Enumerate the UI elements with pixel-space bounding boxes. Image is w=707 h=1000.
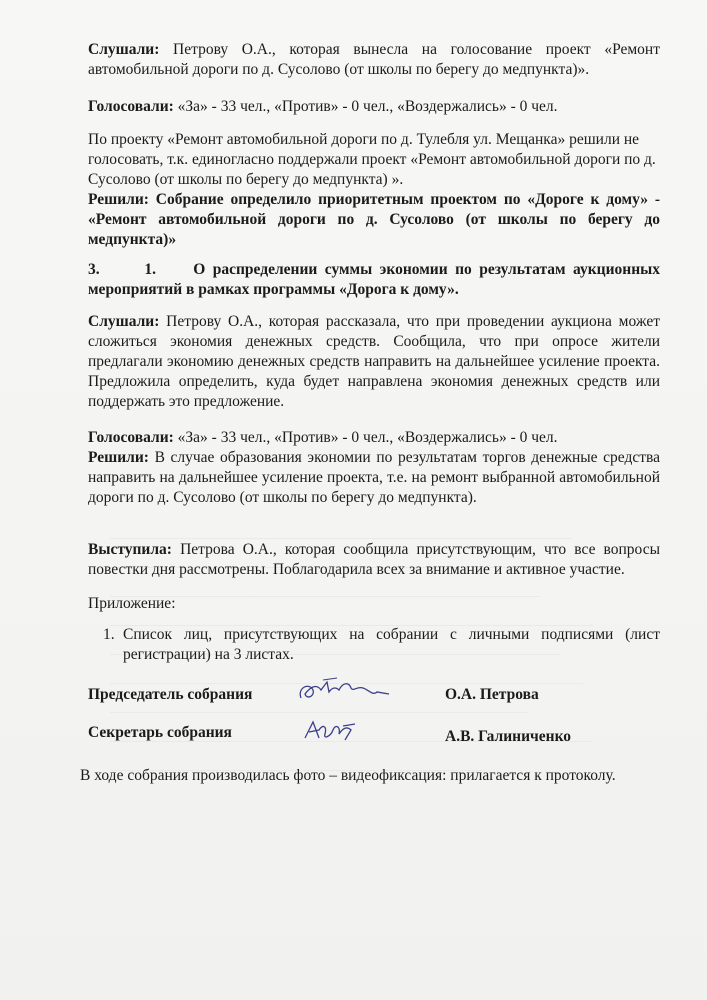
label-decided: Решили: bbox=[88, 449, 149, 466]
secretary-role: Секретарь собрания bbox=[88, 724, 232, 741]
paragraph-text: Решили: Собрание определило приоритетным проектом по «Дороге к дому» - «Ремонт автомобильной дороги по д. Сусолово (от школы по берегу до медпункта)» bbox=[88, 191, 660, 248]
heading-text: 3. 1. О распределении суммы экономии по результатам аукционных мероприятий в рамках программы «Дорога к дому». bbox=[88, 261, 660, 298]
footer-note: В ходе собрания производилась фото – видеофиксация: прилагается к протоколу. bbox=[80, 767, 616, 784]
appendix-list-item bbox=[103, 625, 660, 665]
signature-row-secretary bbox=[88, 714, 660, 754]
paragraph-text: Петрова О.А., которая сообщила присутствующим, что все вопросы повестки дня рассмотрены. Поблагодарила всех за внимание и активное участие. bbox=[88, 541, 660, 578]
paragraph-text: Петрову О.А., которая вынесла на голосование проект «Ремонт автомобильной дороги по д. Сусолово (от школы по берегу до медпункта)». bbox=[88, 41, 660, 78]
label-heard: Слушали: bbox=[88, 313, 160, 330]
label-voted: Голосовали: bbox=[88, 429, 174, 446]
label-heard: Слушали: bbox=[88, 41, 160, 58]
chair-role: Председатель собрания bbox=[88, 686, 253, 703]
paragraph-text: «За» - 33 чел., «Против» - 0 чел., «Воздержались» - 0 чел. bbox=[173, 98, 558, 115]
paragraph-project-note bbox=[88, 130, 660, 190]
paragraph-text: Петрову О.А., которая рассказала, что при проведении аукциона может сложиться экономия денежных средств. Сообщила, что при опросе жители предлагали экономию денежных средств направить на дальнейшее усиление проекта. Предложила определить, куда будет направлена экономия денежных средств или поддержать это предложение. bbox=[88, 313, 660, 410]
chair-signature bbox=[293, 676, 403, 710]
paragraph-voted-1 bbox=[88, 97, 660, 117]
secretary-name: А.В. Галиниченко bbox=[445, 728, 572, 745]
paragraph-decided-1 bbox=[88, 190, 660, 250]
appendix-label: Приложение: bbox=[88, 595, 176, 612]
paragraph-heard-2 bbox=[88, 312, 660, 412]
list-number: 1. bbox=[103, 626, 115, 643]
paragraph-heard-1 bbox=[88, 40, 660, 80]
paragraph-spoke bbox=[88, 540, 660, 580]
section-heading bbox=[88, 260, 660, 300]
label-voted: Голосовали: bbox=[88, 98, 174, 115]
secretary-signature bbox=[293, 714, 403, 748]
paragraph-voted-2 bbox=[88, 428, 660, 448]
signature-row-chair bbox=[88, 676, 660, 716]
paragraph-text: В случае образования экономии по результатам торгов денежные средства направить на дальнейшее усиление проекта, т.е. на ремонт выбранной автомобильной дороги по д. Сусолово (от школы по берегу до медпункта). bbox=[88, 449, 660, 506]
paragraph-decided-2 bbox=[88, 448, 660, 508]
paragraph-text: «За» - 33 чел., «Против» - 0 чел., «Воздержались» - 0 чел. bbox=[173, 429, 558, 446]
label-spoke: Выступила: bbox=[88, 541, 172, 558]
chair-name: О.А. Петрова bbox=[445, 686, 539, 703]
paragraph-text: По проекту «Ремонт автомобильной дороги по д. Тулебля ул. Мещанка» решили не голосовать, т.к. единогласно поддержали проект «Ремонт автомобильной дороги по д. Сусолово (от школы по берегу до медпункта) ». bbox=[88, 131, 656, 188]
list-item-text: Список лиц, присутствующих на собрании с личными подписями (лист регистрации) на 3 листах. bbox=[123, 626, 660, 663]
